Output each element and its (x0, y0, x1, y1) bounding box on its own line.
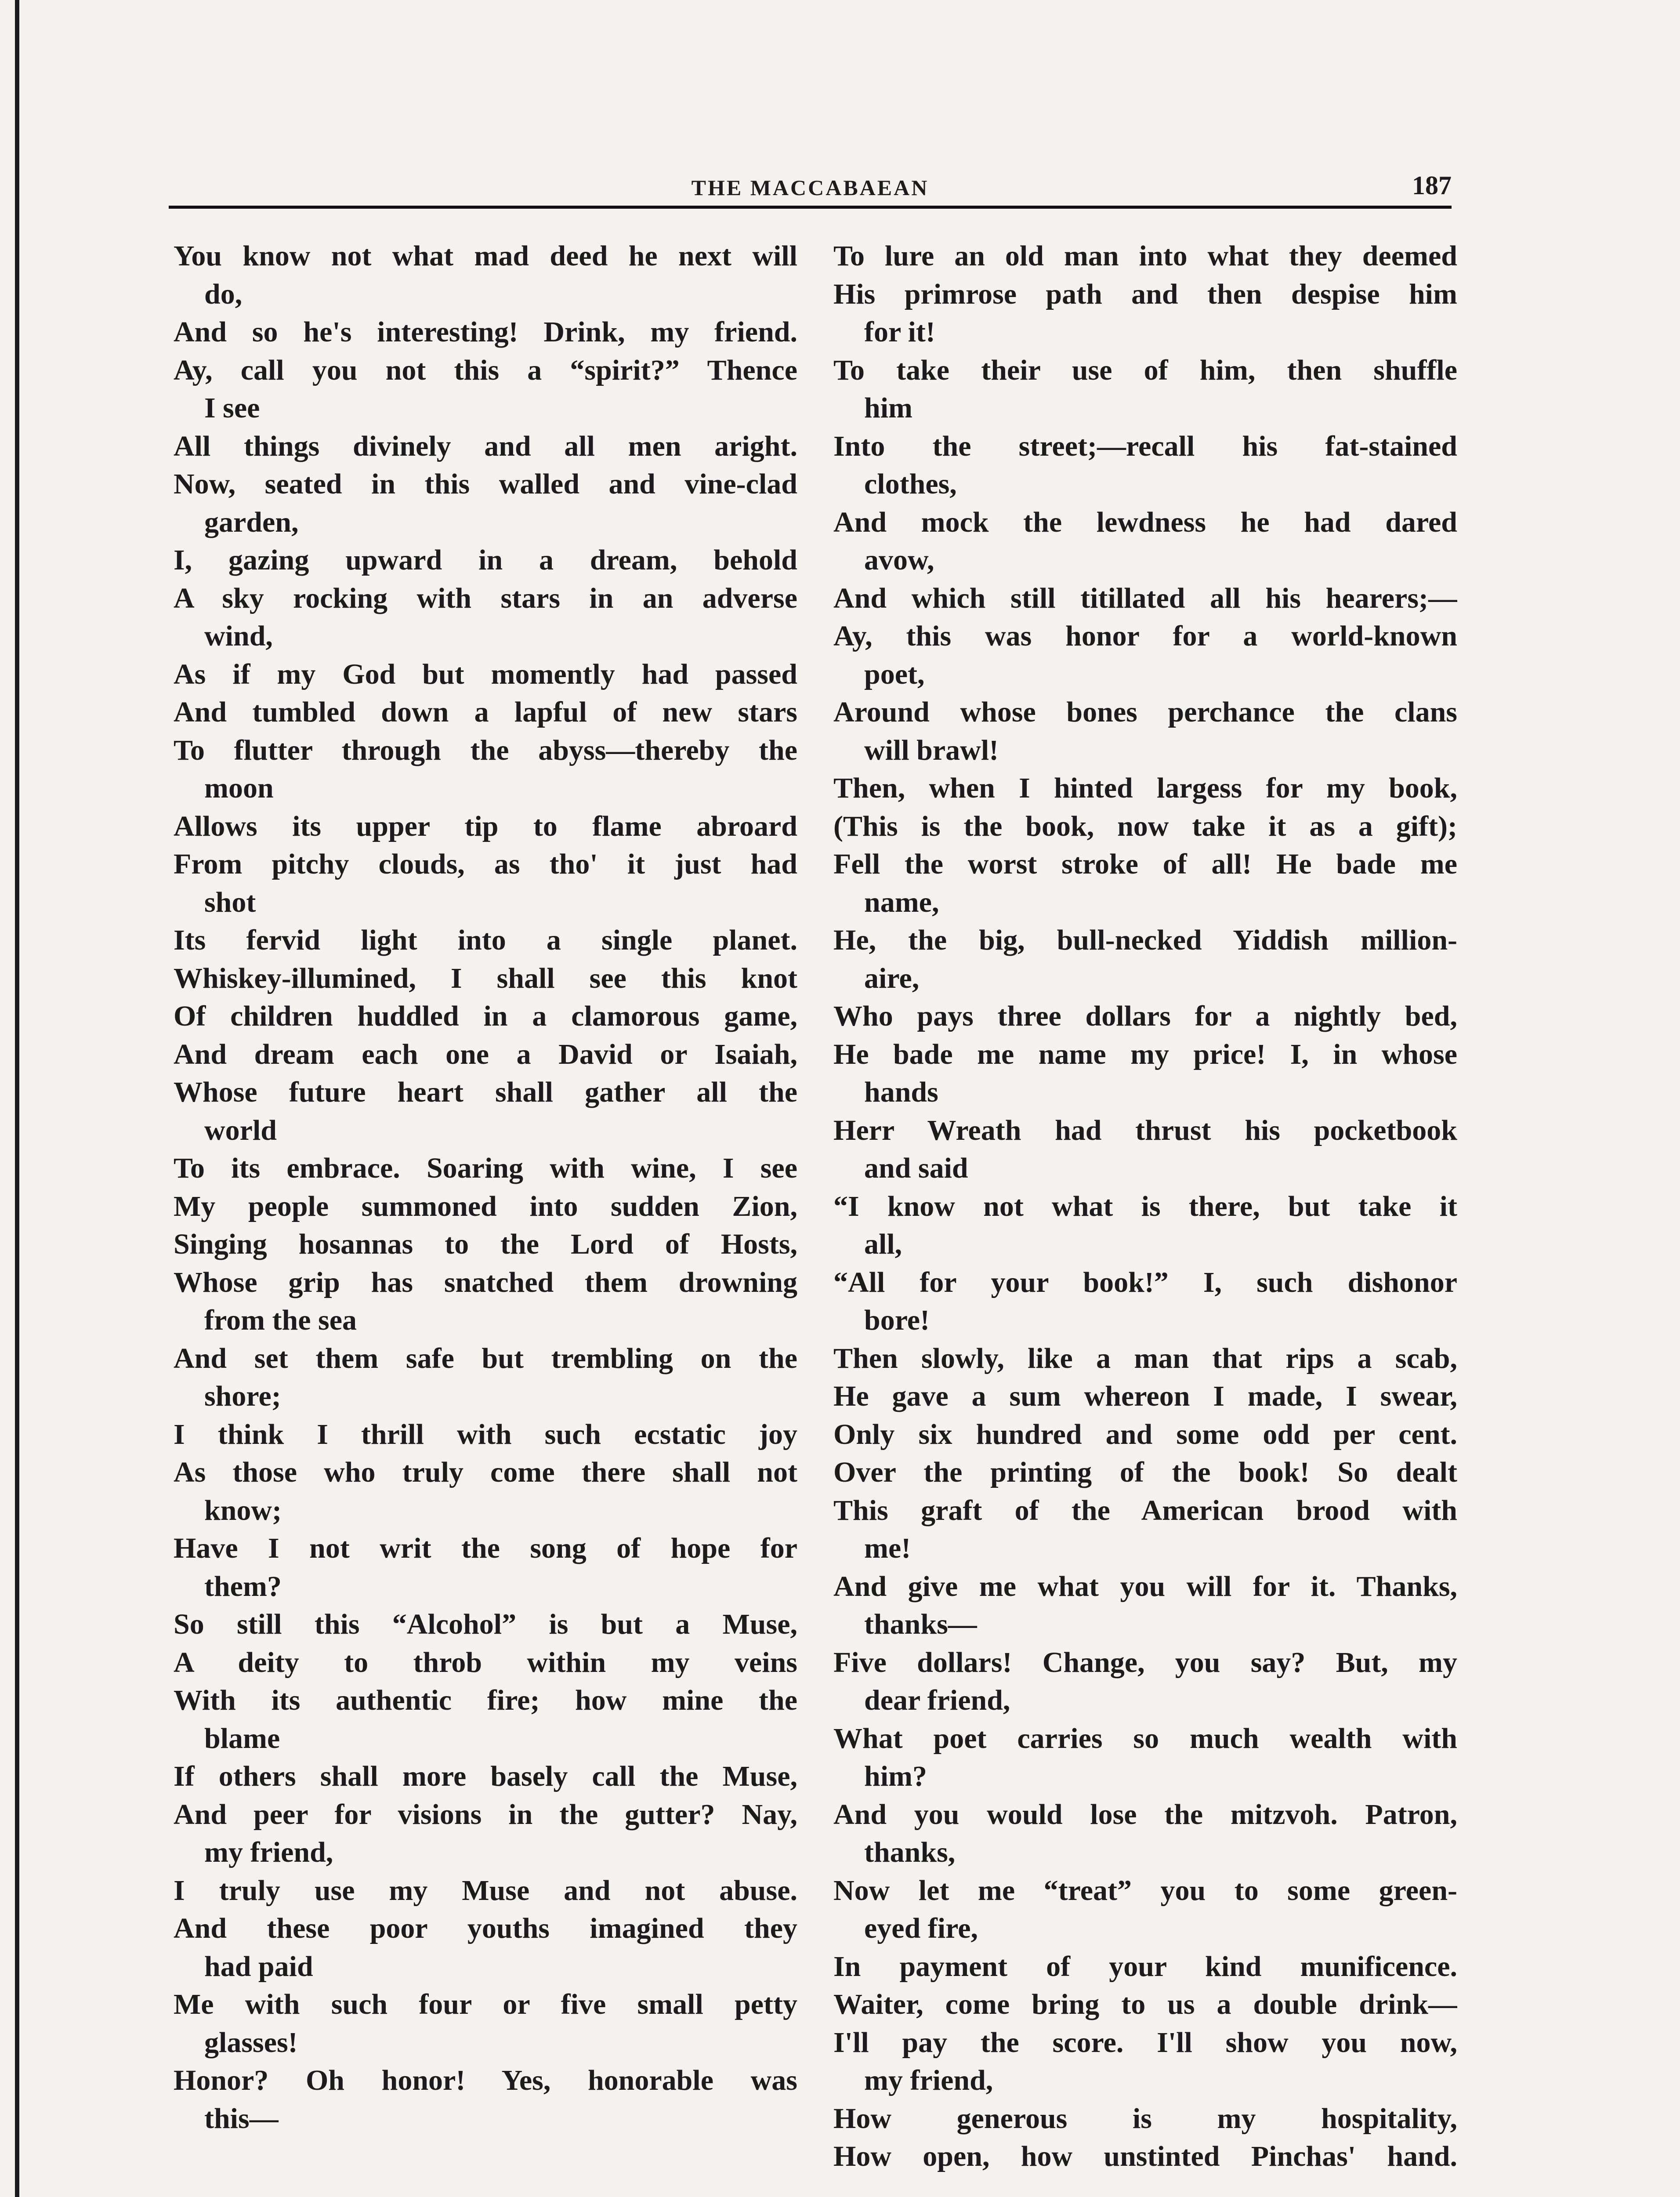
poem-line: Over the printing of the book! So dealt (833, 1456, 1457, 1488)
poem-line: Allows its upper tip to flame abroard (174, 810, 797, 842)
poem-line: And set them safe but trembling on the (174, 1342, 797, 1374)
poem-line: aire, (864, 962, 920, 994)
poem-line: How open, how unstinted Pinchas' hand. (833, 2140, 1457, 2172)
poem-line: this— (204, 2102, 279, 2135)
poem-line: (This is the book, now take it as a gift); (833, 810, 1457, 842)
poem-line: He bade me name my price! I, in whose (833, 1038, 1457, 1070)
poem-line: Ay, this was honor for a world-known (833, 620, 1457, 652)
poem-line: I truly use my Muse and not abuse. (174, 1874, 797, 1907)
poem-line: shot (204, 886, 256, 918)
right-column (833, 237, 1457, 2176)
poem-line: A sky rocking with stars in an adverse (174, 582, 797, 614)
poem-line: dear friend, (864, 1684, 1010, 1716)
poem-line: him? (864, 1760, 927, 1792)
poem-line: My people summoned into sudden Zion, (174, 1190, 797, 1222)
running-title: THE MACCABAEAN (691, 175, 929, 200)
poem-line: As those who truly come there shall not (174, 1456, 797, 1488)
poem-line: moon (204, 772, 274, 804)
poem-line: With its authentic fire; how mine the (174, 1684, 797, 1716)
poem-line: How generous is my hospitality, (833, 2102, 1457, 2135)
poem-line: do, (204, 278, 243, 310)
poem-line: Honor? Oh honor! Yes, honorable was (174, 2064, 797, 2096)
poem-line: I, gazing upward in a dream, behold (174, 544, 797, 576)
poem-line: blame (204, 1722, 280, 1755)
poem-line: my friend, (204, 1836, 333, 1868)
poem-line: from the sea (204, 1304, 357, 1336)
poem-line: Ay, call you not this a “spirit?” Thence (174, 354, 797, 386)
poem-line: eyed fire, (864, 1912, 978, 1944)
poem-line: “I know not what is there, but take it (833, 1190, 1457, 1222)
poem-line: had paid (204, 1950, 313, 1983)
poem-line: Around whose bones perchance the clans (833, 696, 1457, 728)
poem-line: “All for your book!” I, such dishonor (833, 1266, 1457, 1298)
poem-line: me! (864, 1532, 911, 1564)
poem-line: thanks— (864, 1608, 977, 1640)
poem-line: Have I not writ the song of hope for (174, 1532, 797, 1564)
poem-line: hands (864, 1076, 938, 1108)
poem-line: And you would lose the mitzvoh. Patron, (833, 1798, 1457, 1831)
poem-line: wind, (204, 620, 273, 652)
poem-line: Whose grip has snatched them drowning (174, 1266, 797, 1298)
poem-line: Its fervid light into a single planet. (174, 924, 797, 956)
poem-line: Now, seated in this walled and vine-clad (174, 468, 797, 500)
poem-line: them? (204, 1570, 282, 1602)
poem-line: bore! (864, 1304, 930, 1336)
poem-line: In payment of your kind munificence. (833, 1950, 1457, 1983)
poem-line: Into the street;—recall his fat-stained (833, 430, 1457, 462)
poem-line: And which still titillated all his hearers;— (833, 582, 1457, 614)
poem-line: To flutter through the abyss—thereby the (174, 734, 797, 766)
poem-line: Then, when I hinted largess for my book, (833, 772, 1457, 804)
poem-line: my friend, (864, 2064, 993, 2096)
poem-line: poet, (864, 658, 925, 690)
poem-line: And peer for visions in the gutter? Nay, (174, 1798, 797, 1831)
poem-line: for it! (864, 316, 935, 348)
poem-line: world (204, 1114, 277, 1146)
poem-line: and said (864, 1152, 968, 1184)
poem-line: Who pays three dollars for a nightly bed, (833, 1000, 1457, 1032)
poem-line: him (864, 392, 913, 424)
poem-line: Whose future heart shall gather all the (174, 1076, 797, 1108)
poem-line: Only six hundred and some odd per cent. (833, 1418, 1457, 1450)
poem-line: And tumbled down a lapful of new stars (174, 696, 797, 728)
poem-line: Whiskey-illumined, I shall see this knot (174, 962, 797, 994)
page-header (169, 170, 1452, 207)
poem-line: Now let me “treat” you to some green- (833, 1874, 1457, 1907)
left-column (174, 237, 797, 2138)
poem-line: As if my God but momently had passed (174, 658, 797, 690)
poem-line: And these poor youths imagined they (174, 1912, 797, 1944)
poem-line: To its embrace. Soaring with wine, I see (174, 1152, 797, 1184)
poem-line: And give me what you will for it. Thanks, (833, 1570, 1457, 1602)
poem-line: From pitchy clouds, as tho' it just had (174, 848, 797, 880)
poem-line: This graft of the American brood with (833, 1494, 1457, 1526)
poem-line: If others shall more basely call the Muse, (174, 1760, 797, 1792)
poem-line: I think I thrill with such ecstatic joy (174, 1418, 797, 1450)
poem-line: Fell the worst stroke of all! He bade me (833, 848, 1457, 880)
poem-line: all, (864, 1228, 902, 1260)
poem-line: So still this “Alcohol” is but a Muse, (174, 1608, 797, 1640)
poem-line: What poet carries so much wealth with (833, 1722, 1457, 1755)
poem-line: And dream each one a David or Isaiah, (174, 1038, 797, 1070)
poem-line: glasses! (204, 2026, 298, 2059)
poem-line: know; (204, 1494, 282, 1526)
poem-line: He, the big, bull-necked Yiddish million- (833, 924, 1457, 956)
poem-line: His primrose path and then despise him (833, 278, 1457, 310)
poem-line: Waiter, come bring to us a double drink— (833, 1988, 1457, 2020)
poem-line: Then slowly, like a man that rips a scab, (833, 1342, 1457, 1374)
poem-line: Herr Wreath had thrust his pocketbook (833, 1114, 1457, 1146)
poem-line: clothes, (864, 468, 957, 500)
poem-line: All things divinely and all men aright. (174, 430, 797, 462)
poem-line: Of children huddled in a clamorous game, (174, 1000, 797, 1032)
poem-line: thanks, (864, 1836, 956, 1868)
poem-line: He gave a sum whereon I made, I swear, (833, 1380, 1457, 1412)
poem-line: will brawl! (864, 734, 999, 766)
poem-line: To take their use of him, then shuffle (833, 354, 1457, 386)
poem-line: I see (204, 392, 260, 424)
poem-line: You know not what mad deed he next will (174, 240, 797, 272)
poem-line: And so he's interesting! Drink, my friend. (174, 316, 797, 348)
header-rule (169, 206, 1452, 209)
poem-line: Five dollars! Change, you say? But, my (833, 1646, 1457, 1679)
poem-line: shore; (204, 1380, 281, 1412)
poem-line: Me with such four or five small petty (174, 1988, 797, 2020)
poem-line: To lure an old man into what they deemed (833, 240, 1457, 272)
poem-line: avow, (864, 544, 934, 576)
page-number: 187 (1412, 171, 1452, 200)
poem-line: I'll pay the score. I'll show you now, (833, 2026, 1457, 2059)
poem-line: And mock the lewdness he had dared (833, 506, 1457, 538)
poem-line: A deity to throb within my veins (174, 1646, 797, 1679)
scan-binding-edge (15, 0, 19, 2197)
poem-line: name, (864, 886, 939, 918)
poem-line: garden, (204, 506, 299, 538)
poem-line: Singing hosannas to the Lord of Hosts, (174, 1228, 797, 1260)
